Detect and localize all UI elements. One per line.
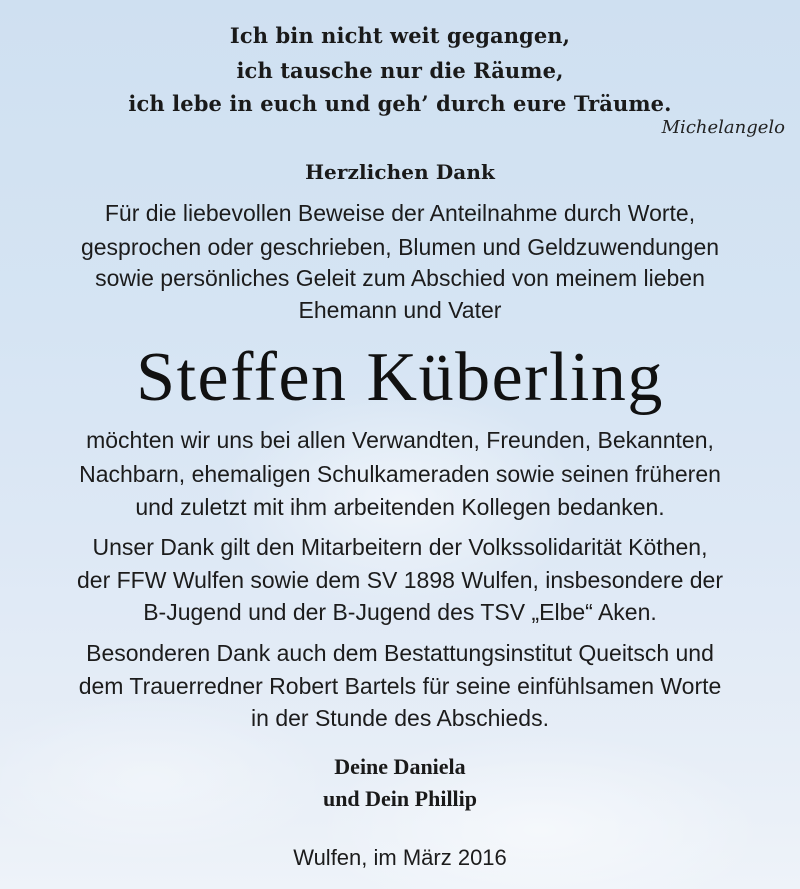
- poem-author: Michelangelo: [661, 117, 785, 138]
- place-date: Wulfen, im März 2016: [293, 845, 507, 870]
- intro-line-2: gesprochen oder geschrieben, Blumen und Geldzuwendungen: [80, 234, 720, 260]
- special-thanks-line-2: der FFW Wulfen sowie dem SV 1898 Wulfen, insbesondere der: [76, 567, 724, 593]
- deceased-name: Steffen Küberling: [136, 339, 664, 416]
- thanks-line-2: Nachbarn, ehemaligen Schulkameraden sowie seinen früheren: [79, 461, 721, 487]
- thanks-line-1: möchten wir uns bei allen Verwandten, Freunden, Bekannten,: [86, 427, 714, 453]
- poem-line-1: Ich bin nicht weit gegangen,: [229, 23, 571, 48]
- intro-line-3: sowie persönliches Geleit zum Abschied von meinem lieben: [95, 265, 705, 291]
- heading-thanks: Herzlichen Dank: [305, 160, 495, 184]
- special-thanks-line-3: B-Jugend und der B-Jugend des TSV „Elbe“ Aken.: [143, 599, 657, 625]
- poem-line-3: ich lebe in euch und geh’ durch eure Träume.: [128, 91, 672, 116]
- intro-line-1: Für die liebevollen Beweise der Anteilnahme durch Worte,: [104, 200, 696, 226]
- poem-line-2: ich tausche nur die Räume,: [236, 58, 564, 83]
- funeral-thanks-line-3: in der Stunde des Abschieds.: [251, 705, 549, 731]
- intro-line-4: Ehemann und Vater: [298, 297, 502, 323]
- thanks-line-3: und zuletzt mit ihm arbeitenden Kollegen bedanken.: [135, 494, 665, 520]
- signature-line-2: und Dein Phillip: [322, 786, 478, 811]
- funeral-thanks-line-2: dem Trauerredner Robert Bartels für seine einfühlsamen Worte: [78, 673, 722, 699]
- funeral-thanks-line-1: Besonderen Dank auch dem Bestattungsinstitut Queitsch und: [86, 640, 714, 666]
- special-thanks-line-1: Unser Dank gilt den Mitarbeitern der Volkssolidarität Köthen,: [92, 534, 708, 560]
- signature-line-1: Deine Daniela: [334, 754, 466, 779]
